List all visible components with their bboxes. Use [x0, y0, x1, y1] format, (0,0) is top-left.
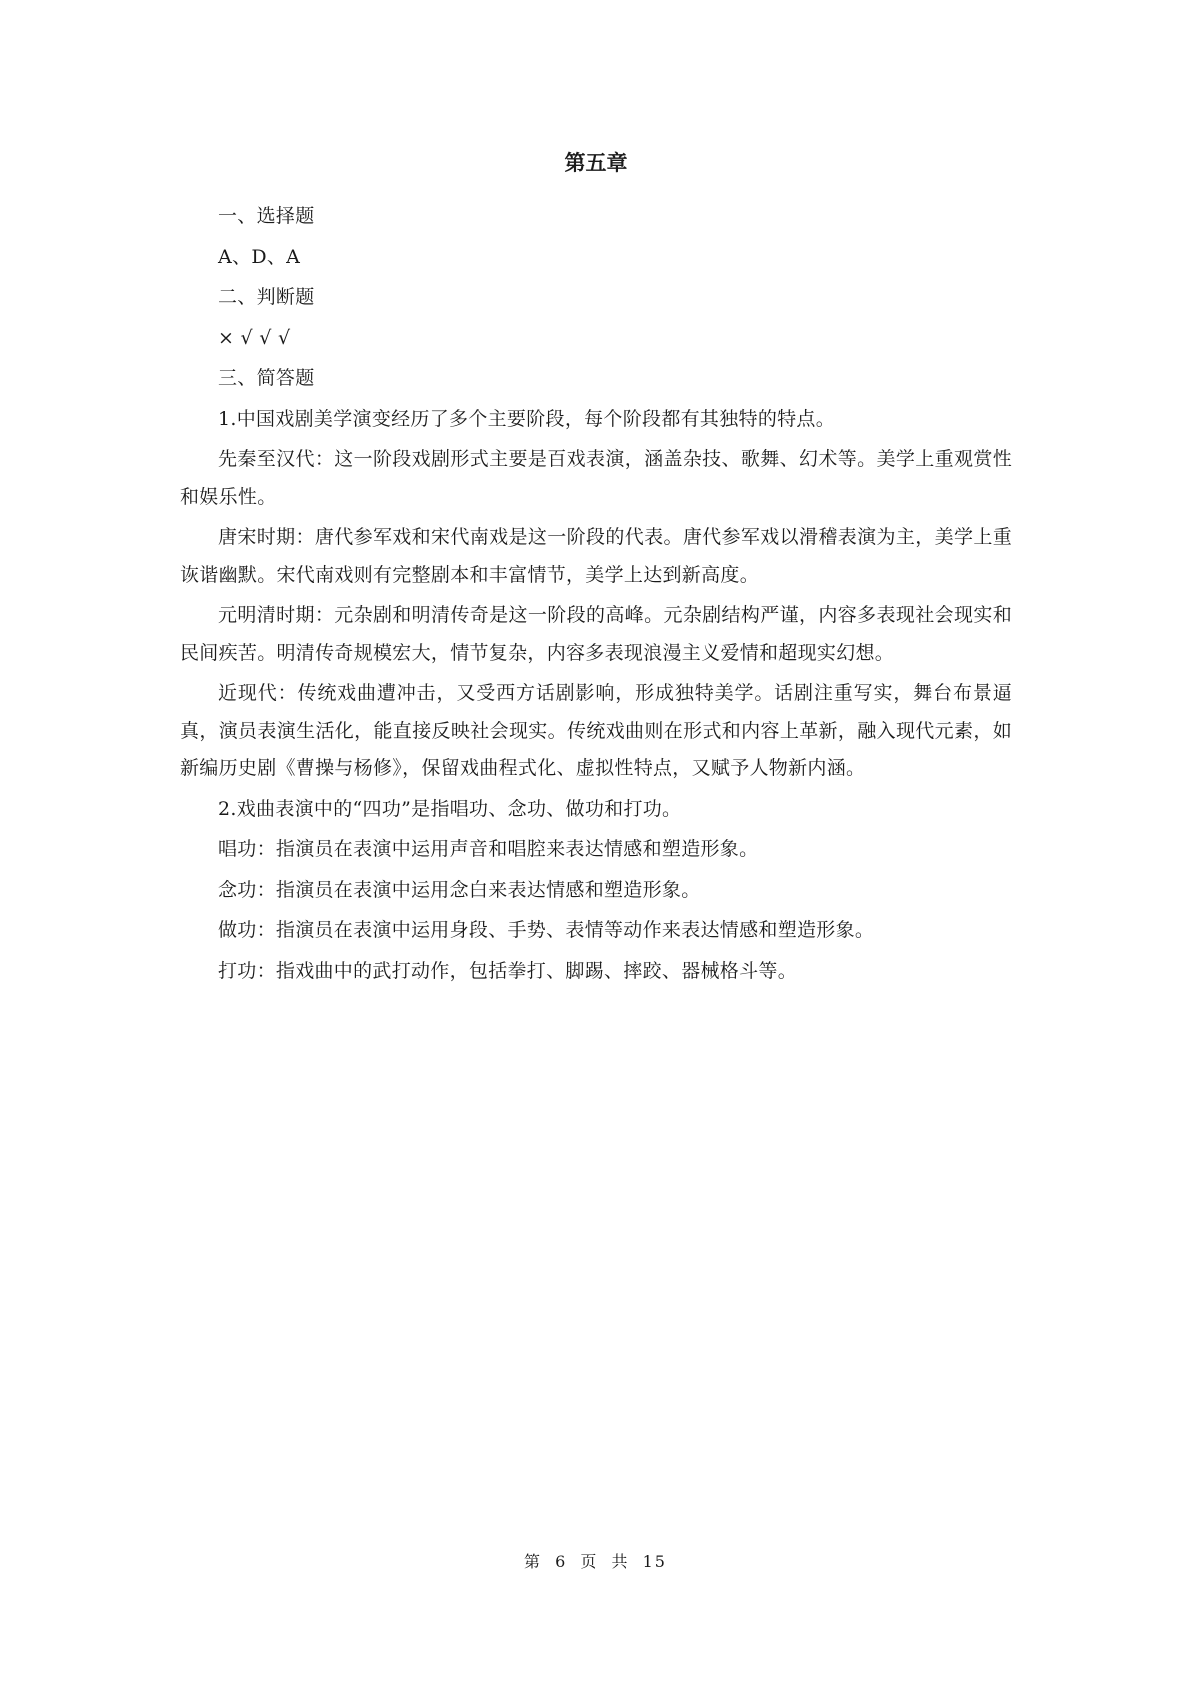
document-body — [180, 198, 1012, 993]
answer-paragraph: 元明清时期：元杂剧和明清传奇是这一阶段的高峰。元杂剧结构严谨，内容多表现社会现实和民间疾苦。明清传奇规模宏大，情节复杂，内容多表现浪漫主义爱情和超现实幻想。 — [180, 604, 1012, 664]
choice-answers: A、D、A — [218, 245, 301, 268]
answer-paragraph: 先秦至汉代：这一阶段戏剧形式主要是百戏表演，涵盖杂技、歌舞、幻术等。美学上重观赏性和娱乐性。 — [180, 448, 1012, 508]
footer-page-label: 页 — [580, 1552, 599, 1571]
answer-paragraph: 唐宋时期：唐代参军戏和宋代南戏是这一阶段的代表。唐代参军戏以滑稽表演为主，美学上重诙谐幽默。宋代南戏则有完整剧本和丰富情节，美学上达到新高度。 — [180, 526, 1012, 586]
answer-paragraph: 念功：指演员在表演中运用念白来表达情感和塑造形象。 — [218, 878, 701, 901]
answer-paragraph: 近现代：传统戏曲遭冲击，又受西方话剧影响，形成独特美学。话剧注重写实，舞台布景逼真，演员表演生活化，能直接反映社会现实。传统戏曲则在形式和内容上革新，融入现代元素，如新编历史剧《曹操与杨修》，保留戏曲程式化、虚拟性特点，又赋予人物新内涵。 — [180, 682, 1012, 779]
section-heading-short-answer: 三、简答题 — [218, 367, 315, 389]
answer-paragraph: 唱功：指演员在表演中运用声音和唱腔来表达情感和塑造形象。 — [218, 838, 759, 860]
footer-total-pages: 15 — [642, 1552, 667, 1571]
answer-paragraph: 2.戏曲表演中的“四功”是指唱功、念功、做功和打功。 — [218, 797, 682, 820]
answer-paragraph: 做功：指演员在表演中运用身段、手势、表情等动作来表达情感和塑造形象。 — [218, 919, 875, 941]
answer-paragraph: 1.中国戏剧美学演变经历了多个主要阶段，每个阶段都有其独特的特点。 — [218, 407, 836, 430]
judge-answers: × √ √ √ — [218, 326, 291, 349]
chapter-title: 第五章 — [564, 151, 628, 175]
section-heading-judge: 二、判断题 — [218, 286, 315, 308]
footer-prefix: 第 — [524, 1552, 543, 1571]
section-heading-choice: 一、选择题 — [218, 205, 315, 227]
footer-page-number: 6 — [555, 1552, 568, 1571]
footer-total-label: 共 — [611, 1552, 630, 1571]
page-footer — [0, 1551, 1191, 1573]
answer-paragraph: 打功：指戏曲中的武打动作，包括拳打、脚踢、摔跤、器械格斗等。 — [218, 959, 798, 982]
